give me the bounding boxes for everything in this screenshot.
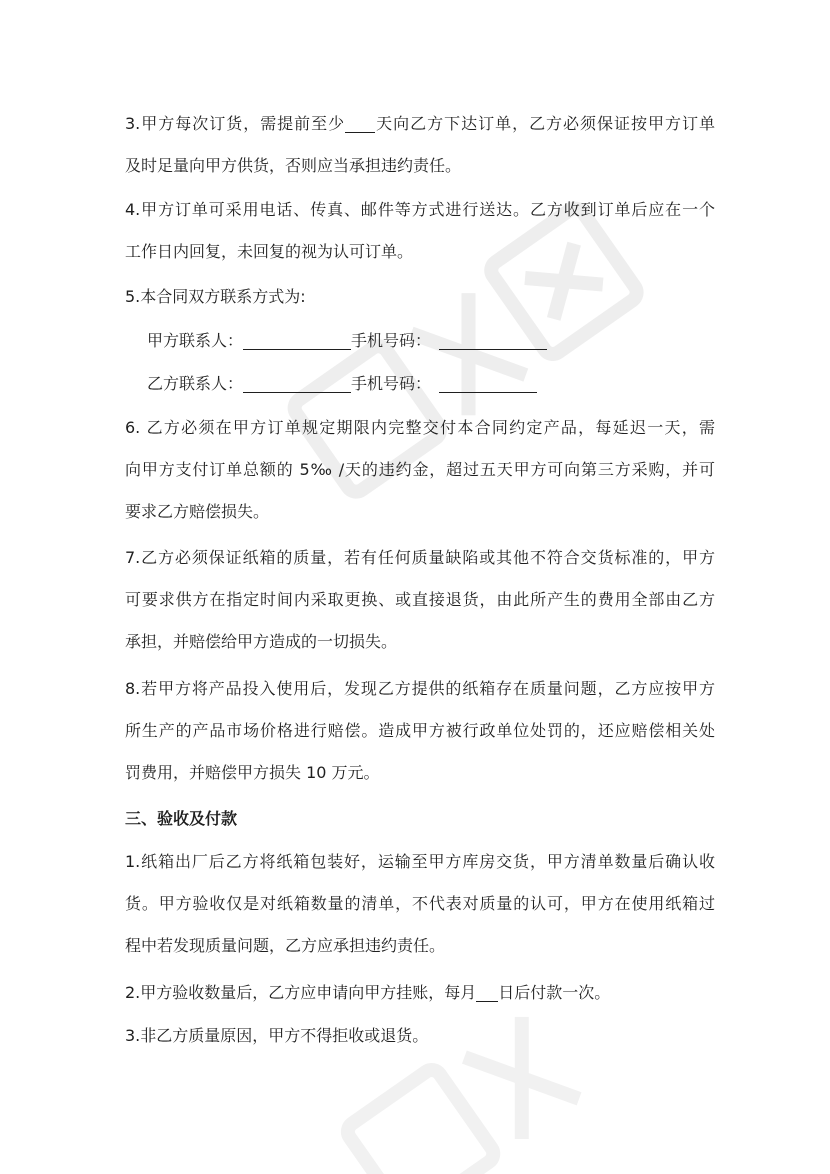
clause-7-line-1: 7.乙方必须保证纸箱的质量，若有任何质量缺陷或其他不符合交货标准的，甲方 — [125, 548, 715, 567]
section-3-item-1-line-2: 货。甲方验收仅是对纸箱数量的清单，不代表对质量的认可，甲方在使用纸箱过 — [125, 894, 715, 913]
clause-8-line-1: 8.若甲方将产品投入使用后，发现乙方提供的纸箱存在质量问题，乙方应按甲方 — [125, 679, 715, 698]
party-a-contact-blank — [243, 331, 351, 350]
party-a-phone-blank — [439, 331, 547, 350]
clause-5 — [125, 276, 715, 318]
clause-3-line-1: 3.甲方每次订货，需提前至少 天向乙方下达订单，乙方必须保证按甲方订单 — [125, 114, 715, 133]
party-a-contact-row — [147, 320, 547, 362]
section-3-item-3 — [125, 1015, 715, 1057]
party-b-contact-label: 乙方联系人： — [147, 374, 244, 393]
clause-8 — [125, 668, 715, 794]
party-a-contact-label: 甲方联系人： — [147, 331, 244, 350]
clause-4-line-2: 工作日内回复，未回复的视为认可订单。 — [125, 242, 414, 261]
clause-8-line-3: 罚费用，并赔偿甲方损失 10 万元。 — [125, 763, 380, 782]
order-days-blank — [345, 114, 375, 133]
clause-7 — [125, 537, 715, 663]
party-a-phone-label: 手机号码： — [351, 331, 432, 350]
clause-6-line-2: 向甲方支付订单总额的 5‰ /天的违约金，超过五天甲方可向第三方采购，并可 — [125, 460, 715, 479]
party-b-contact-blank — [243, 374, 351, 393]
section-3-heading: 三、验收及付款 — [125, 809, 238, 828]
clause-6-line-1: 6. 乙方必须在甲方订单规定期限内完整交付本合同约定产品，每延迟一天，需 — [125, 418, 715, 437]
clause-5-line-1: 5.本合同双方联系方式为: — [125, 287, 306, 306]
clause-3-line-2: 及时足量向甲方供货，否则应当承担违约责任。 — [125, 156, 462, 175]
payment-day-blank — [476, 983, 498, 1002]
section-3-item-1-line-3: 程中若发现质量问题，乙方应承担违约责任。 — [125, 936, 446, 955]
clause-7-line-2: 可要求供方在指定时间内采取更换、或直接退货，由此所产生的费用全部由乙方 — [125, 590, 715, 609]
party-b-phone-label: 手机号码： — [351, 374, 432, 393]
clause-8-line-2: 所生产的产品市场价格进行赔偿。造成甲方被行政单位处罚的，还应赔偿相关处 — [125, 721, 715, 740]
section-3-item-1-line-1: 1.纸箱出厂后乙方将纸箱包装好，运输至甲方库房交货，甲方清单数量后确认收 — [125, 852, 715, 871]
section-3-item-1 — [125, 841, 715, 967]
section-3-item-2-line: 2.甲方验收数量后，乙方应申请向甲方挂账，每月 日后付款一次。 — [125, 983, 611, 1002]
clause-4-line-1: 4.甲方订单可采用电话、传真、邮件等方式进行送达。乙方收到订单后应在一个 — [125, 200, 715, 219]
clause-4 — [125, 189, 715, 273]
clause-6 — [125, 407, 715, 533]
party-b-contact-row — [147, 363, 537, 405]
clause-7-line-3: 承担，并赔偿给甲方造成的一切损失。 — [125, 632, 398, 651]
party-b-phone-blank — [439, 374, 537, 393]
clause-6-line-3: 要求乙方赔偿损失。 — [125, 502, 270, 521]
clause-3 — [125, 103, 715, 187]
section-3-item-2 — [125, 972, 715, 1014]
section-3-item-3-line: 3.非乙方质量原因，甲方不得拒收或退货。 — [125, 1026, 429, 1045]
